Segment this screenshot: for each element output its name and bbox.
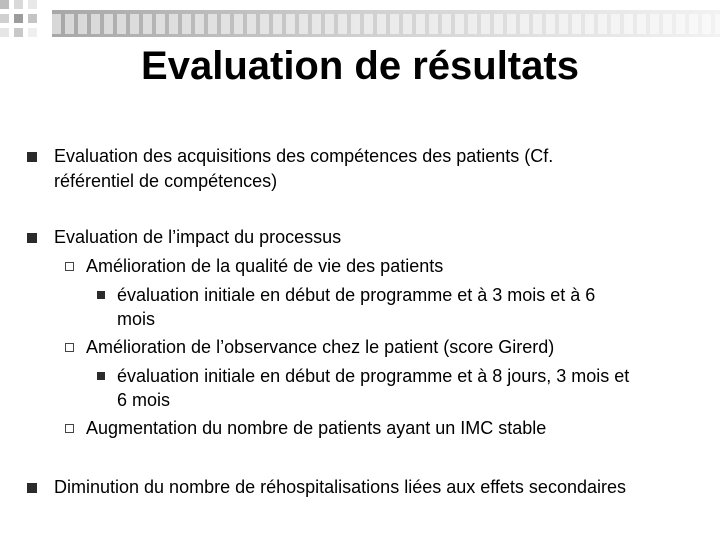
bullet-text: Evaluation de l’impact du processus: [54, 227, 342, 247]
sub-sub-bullet-text: 6 mois: [117, 390, 171, 410]
sub-sub-bullet-text: mois: [117, 309, 156, 329]
hollow-square-bullet-icon: [65, 343, 74, 352]
hollow-square-bullet-icon: [65, 262, 74, 271]
hollow-square-bullet-icon: [65, 424, 74, 433]
sub-sub-bullet-text: évaluation initiale en début de programme et à 8 jours, 3 mois et: [117, 366, 630, 386]
sub-bullet-text: Amélioration de l’observance chez le patient (score Girerd): [86, 337, 555, 357]
sub-bullet-text: Augmentation du nombre de patients ayant un IMC stable: [86, 418, 547, 438]
bullet-text: référentiel de compétences): [54, 171, 278, 191]
bullet-text: Diminution du nombre de réhospitalisations liées aux effets secondaires: [54, 477, 626, 497]
sub-sub-bullet-text: évaluation initiale en début de programme et à 3 mois et à 6: [117, 285, 596, 305]
bullet-square-icon: [27, 483, 37, 493]
slide-title: Evaluation de résultats: [141, 44, 579, 88]
small-square-bullet-icon: [97, 372, 105, 380]
sub-bullet-text: Amélioration de la qualité de vie des patients: [86, 256, 444, 276]
small-square-bullet-icon: [97, 291, 105, 299]
bullet-text: Evaluation des acquisitions des compétences des patients (Cf.: [54, 146, 554, 166]
bullet-square-icon: [27, 152, 37, 162]
bullet-square-icon: [27, 233, 37, 243]
